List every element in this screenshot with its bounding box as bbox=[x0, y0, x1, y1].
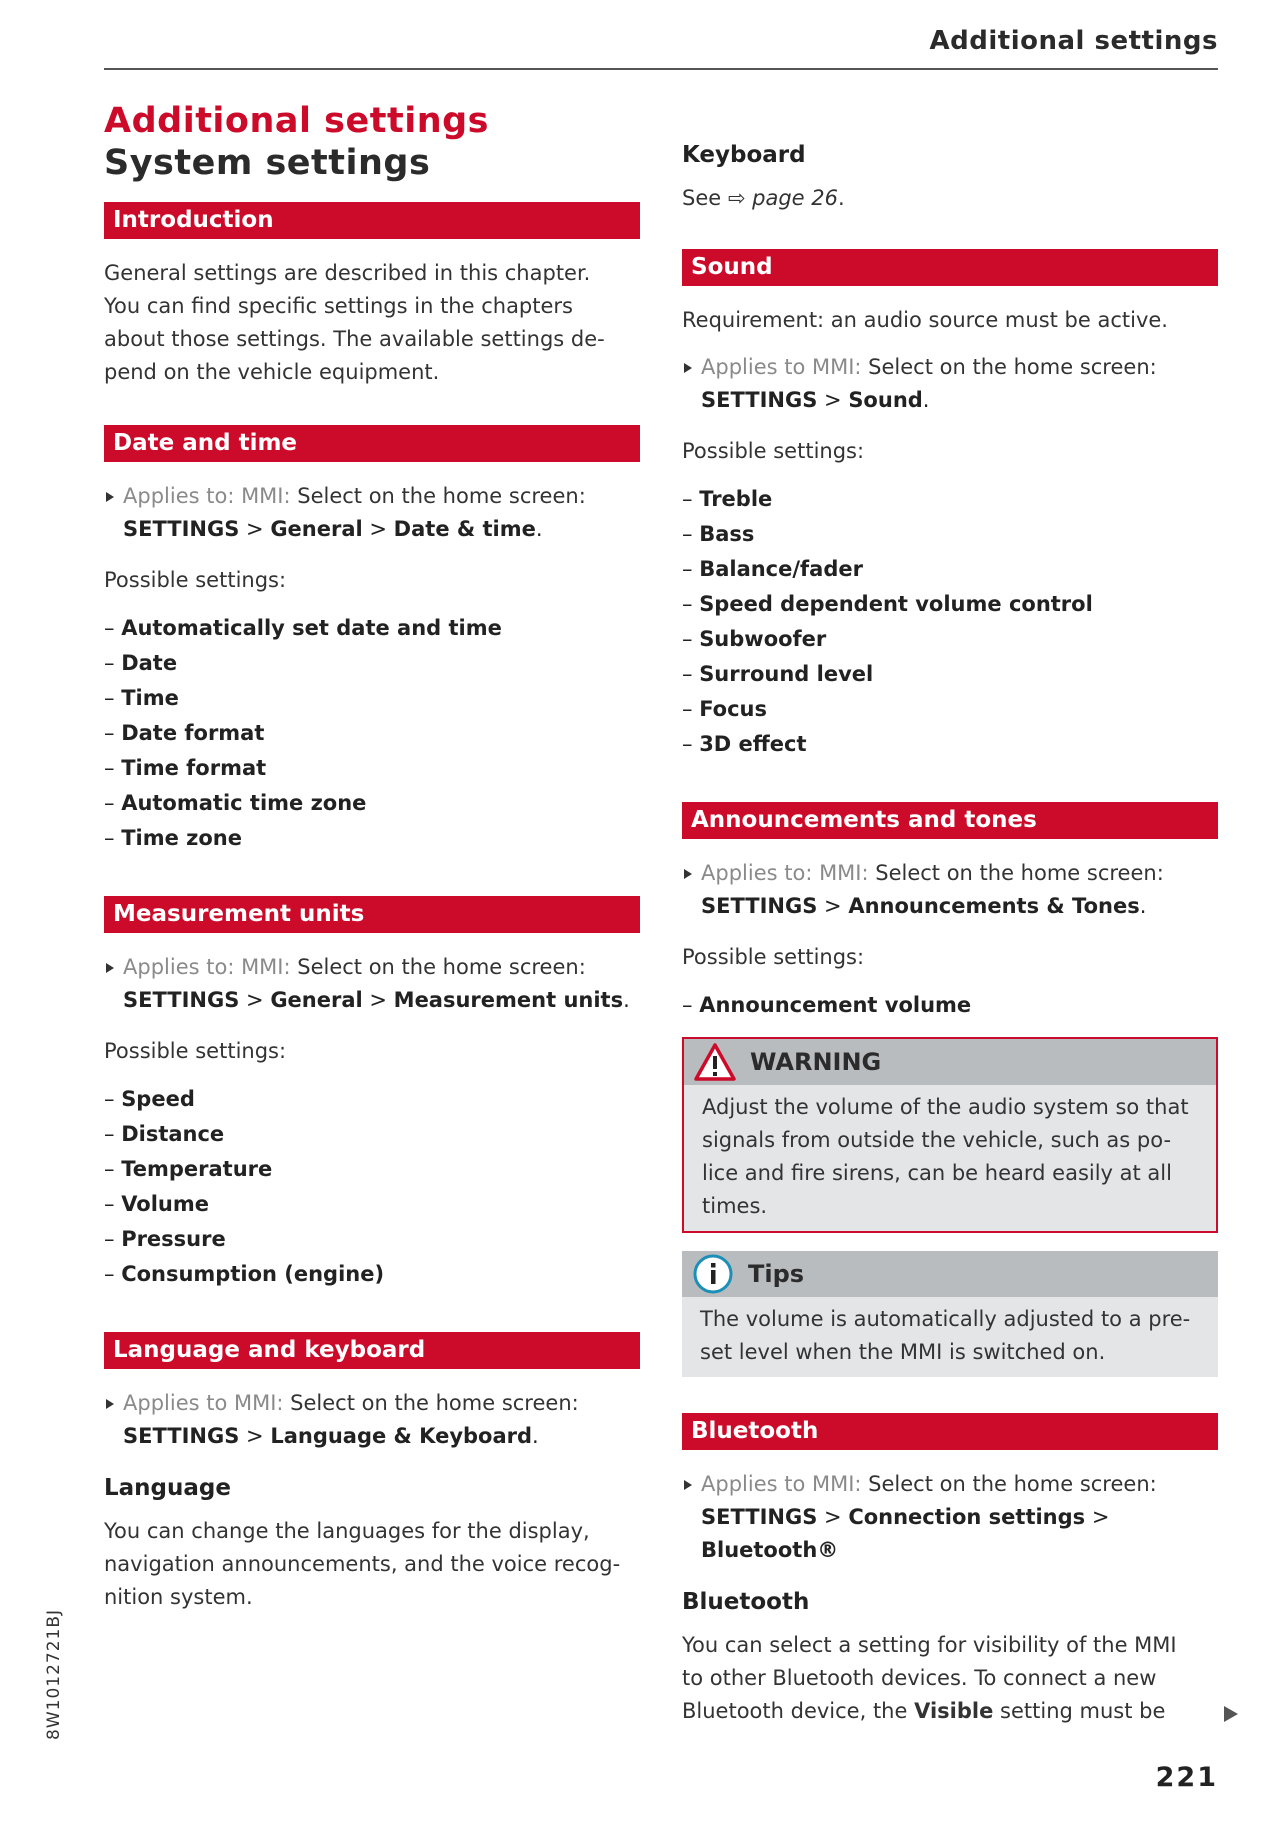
list-item: – Volume bbox=[104, 1187, 640, 1222]
warning-header bbox=[684, 1039, 1216, 1085]
document-code: 8W1012721BJ bbox=[44, 1608, 64, 1740]
list-item: – Subwoofer bbox=[682, 622, 1218, 657]
keyboard-subheading: Keyboard bbox=[682, 142, 806, 168]
tips-box bbox=[682, 1251, 1218, 1377]
menu-path: SETTINGS > Sound. bbox=[701, 388, 930, 412]
running-header: Additional settings bbox=[929, 26, 1218, 56]
menu-path: SETTINGS > General > Date & time. bbox=[123, 517, 543, 541]
warning-triangle-icon bbox=[694, 1041, 736, 1083]
bluetooth-step bbox=[682, 1468, 1218, 1567]
text-line: General settings are described in this chapter. bbox=[104, 261, 591, 285]
list-item: – Automatic time zone bbox=[104, 786, 640, 821]
menu-path: SETTINGS > Connection settings > Bluetooth® bbox=[701, 1505, 1110, 1562]
language-text bbox=[104, 1515, 640, 1614]
list-item: – Time bbox=[104, 681, 640, 716]
measurement-units-bar: Measurement units bbox=[104, 896, 640, 933]
language-keyboard-step bbox=[104, 1387, 640, 1453]
sound-step bbox=[682, 351, 1218, 417]
text-line: pend on the vehicle equipment. bbox=[104, 360, 440, 384]
text-line: Adjust the volume of the audio system so that bbox=[702, 1095, 1189, 1119]
list-item: – Focus bbox=[682, 692, 1218, 727]
select-instruction: Select on the home screen: bbox=[290, 484, 586, 508]
bluetooth-subheading: Bluetooth bbox=[682, 1589, 810, 1615]
text-line: You can change the languages for the display, bbox=[104, 1519, 590, 1543]
text-line: navigation announcements, and the voice recog- bbox=[104, 1552, 621, 1576]
language-keyboard-bar: Language and keyboard bbox=[104, 1332, 640, 1369]
bluetooth-bar: Bluetooth bbox=[682, 1413, 1218, 1450]
date-time-settings-list bbox=[104, 611, 640, 856]
menu-path: SETTINGS > Announcements & Tones. bbox=[701, 894, 1147, 918]
menu-path: SETTINGS > Language & Keyboard. bbox=[123, 1424, 539, 1448]
list-item: – 3D effect bbox=[682, 727, 1218, 762]
possible-settings-label: Possible settings: bbox=[682, 439, 865, 463]
left-column bbox=[104, 100, 640, 1614]
bluetooth-text bbox=[682, 1629, 1218, 1728]
menu-path: SETTINGS > General > Measurement units. bbox=[123, 988, 630, 1012]
applies-label: Applies to: MMI: bbox=[123, 955, 291, 979]
text-line: Bluetooth device, the Visible setting must be bbox=[682, 1699, 1166, 1723]
right-column bbox=[682, 138, 1218, 1728]
list-item: – Pressure bbox=[104, 1222, 640, 1257]
select-instruction: Select on the home screen: bbox=[283, 1391, 579, 1415]
possible-settings-label: Possible settings: bbox=[104, 1039, 287, 1063]
warning-title: WARNING bbox=[750, 1048, 882, 1076]
language-subheading: Language bbox=[104, 1475, 231, 1501]
tips-title: Tips bbox=[748, 1260, 805, 1288]
text-line: about those settings. The available settings de- bbox=[104, 327, 605, 351]
list-item: – Consumption (engine) bbox=[104, 1257, 640, 1292]
text-line: set level when the MMI is switched on. bbox=[700, 1340, 1106, 1364]
select-instruction: Select on the home screen: bbox=[290, 955, 586, 979]
list-item: – Time format bbox=[104, 751, 640, 786]
list-item: – Announcement volume bbox=[682, 988, 1218, 1023]
sound-bar: Sound bbox=[682, 249, 1218, 286]
text-line: to other Bluetooth devices. To connect a new bbox=[682, 1666, 1157, 1690]
text-line: nition system. bbox=[104, 1585, 253, 1609]
sound-settings-list bbox=[682, 482, 1218, 762]
applies-label: Applies to MMI: bbox=[701, 1472, 862, 1496]
page-link[interactable]: page 26 bbox=[752, 186, 839, 210]
announcements-bar: Announcements and tones bbox=[682, 802, 1218, 839]
header-rule bbox=[104, 68, 1218, 70]
measurement-units-list bbox=[104, 1082, 640, 1292]
list-item: – Date bbox=[104, 646, 640, 681]
measurement-units-step bbox=[104, 951, 640, 1017]
applies-label: Applies to MMI: bbox=[701, 355, 862, 379]
keyboard-reference: See ⇨ page 26. bbox=[682, 186, 845, 210]
text-line: signals from outside the vehicle, such as po- bbox=[702, 1128, 1172, 1152]
warning-box bbox=[682, 1037, 1218, 1233]
info-icon bbox=[692, 1253, 734, 1295]
list-item: – Temperature bbox=[104, 1152, 640, 1187]
text-line: You can select a setting for visibility of the MMI bbox=[682, 1633, 1177, 1657]
page-number: 221 bbox=[1155, 1762, 1218, 1793]
applies-label: Applies to: MMI: bbox=[123, 484, 291, 508]
introduction-bar: Introduction bbox=[104, 202, 640, 239]
select-instruction: Select on the home screen: bbox=[868, 861, 1164, 885]
text-line: times. bbox=[702, 1194, 768, 1218]
arrow-icon: ⇨ bbox=[727, 186, 746, 210]
introduction-text bbox=[104, 257, 640, 389]
possible-settings-label: Possible settings: bbox=[682, 945, 865, 969]
section-title: System settings bbox=[104, 143, 431, 183]
list-item: – Speed bbox=[104, 1082, 640, 1117]
sound-requirement: Requirement: an audio source must be active. bbox=[682, 308, 1168, 332]
list-item: – Automatically set date and time bbox=[104, 611, 640, 646]
applies-label: Applies to MMI: bbox=[123, 1391, 284, 1415]
list-item: – Treble bbox=[682, 482, 1218, 517]
select-instruction: Select on the home screen: bbox=[861, 355, 1157, 379]
tips-body bbox=[682, 1297, 1218, 1377]
select-instruction: Select on the home screen: bbox=[861, 1472, 1157, 1496]
list-item: – Balance/fader bbox=[682, 552, 1218, 587]
announcements-settings-list bbox=[682, 988, 1218, 1023]
list-item: – Bass bbox=[682, 517, 1218, 552]
applies-label: Applies to: MMI: bbox=[701, 861, 869, 885]
text-line: The volume is automatically adjusted to a pre- bbox=[700, 1307, 1191, 1331]
list-item: – Speed dependent volume control bbox=[682, 587, 1218, 622]
announcements-step bbox=[682, 857, 1218, 923]
text-line: lice and fire sirens, can be heard easily at all bbox=[702, 1161, 1172, 1185]
possible-settings-label: Possible settings: bbox=[104, 568, 287, 592]
list-item: – Time zone bbox=[104, 821, 640, 856]
date-time-bar: Date and time bbox=[104, 425, 640, 462]
chapter-title: Additional settings bbox=[104, 101, 490, 141]
list-item: – Distance bbox=[104, 1117, 640, 1152]
text-line: You can find specific settings in the chapters bbox=[104, 294, 573, 318]
warning-body bbox=[684, 1085, 1216, 1231]
continue-arrow-icon bbox=[1224, 1706, 1238, 1722]
list-item: – Surround level bbox=[682, 657, 1218, 692]
list-item: – Date format bbox=[104, 716, 640, 751]
tips-header bbox=[682, 1251, 1218, 1297]
date-time-step bbox=[104, 480, 640, 546]
